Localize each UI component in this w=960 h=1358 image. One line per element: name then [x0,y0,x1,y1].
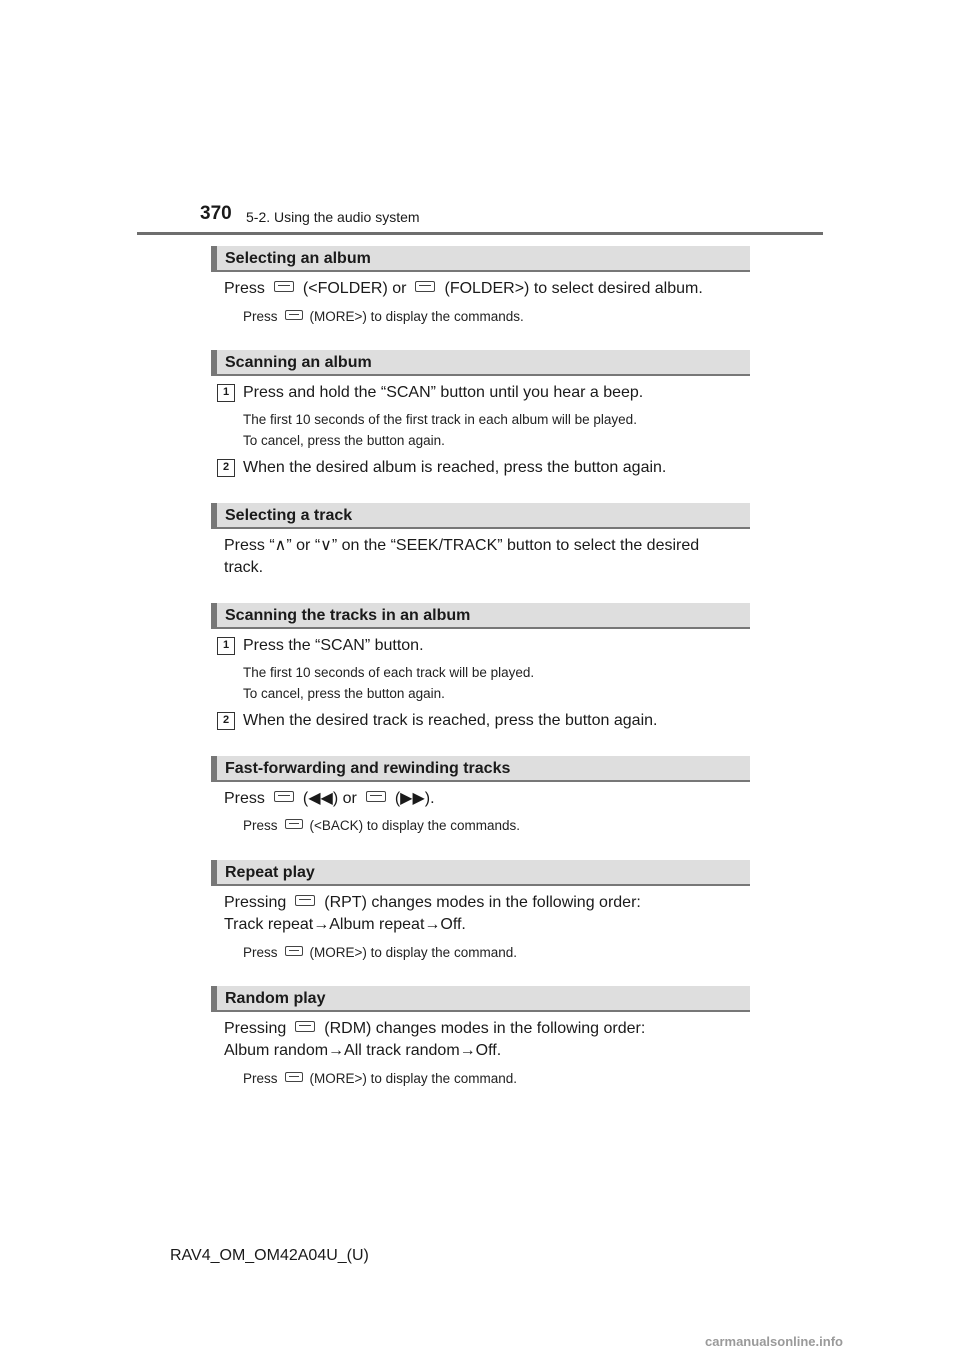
section-header-repeat-play: Repeat play [211,860,750,886]
scan-album-step-1: Press and hold the “SCAN” button until you hear a beep. [243,384,644,401]
random-note: Press (MORE>) to display the command. [243,1071,517,1086]
button-icon [285,310,303,320]
step-number-icon: 2 [217,459,235,477]
album-note: Press (MORE>) to display the commands. [243,309,524,324]
step-number-icon: 1 [217,384,235,402]
scan-album-note-1: The first 10 seconds of the first track in each album will be played. [243,412,637,427]
section-header-random-play: Random play [211,986,750,1012]
page-number: 370 [200,203,232,224]
track-instruction-line-1: Press “∧” or “∨” on the “SEEK/TRACK” button to select the desired [224,537,700,554]
button-icon [295,1021,315,1032]
album-instruction: Press (<FOLDER) or (FOLDER>) to select desired album. [224,280,703,297]
section-header-fast-forward: Fast-forwarding and rewinding tracks [211,756,750,782]
document-id: RAV4_OM_OM42A04U_(U) [170,1247,369,1264]
scan-album-step-2: When the desired album is reached, press the button again. [243,459,667,476]
ffrew-note: Press (<BACK) to display the commands. [243,818,520,833]
button-icon [415,281,435,292]
header-divider [137,232,823,235]
button-icon [295,895,315,906]
scan-tracks-note-2: To cancel, press the button again. [243,686,445,701]
random-order: Album random→All track random→Off. [224,1042,502,1059]
repeat-note: Press (MORE>) to display the command. [243,945,517,960]
random-instruction: Pressing (RDM) changes modes in the following order: [224,1020,646,1037]
step-number-icon: 2 [217,712,235,730]
section-header-scanning-album: Scanning an album [211,350,750,376]
section-header-selecting-album: Selecting an album [211,246,750,272]
button-icon [285,1072,303,1082]
repeat-order: Track repeat→Album repeat→Off. [224,916,466,933]
button-icon [274,281,294,292]
step-number-icon: 1 [217,637,235,655]
ffrew-instruction: Press (◀◀) or (▶▶). [224,790,435,807]
scan-tracks-step-2: When the desired track is reached, press the button again. [243,712,658,729]
button-icon [274,791,294,802]
section-header-selecting-track: Selecting a track [211,503,750,529]
repeat-instruction: Pressing (RPT) changes modes in the following order: [224,894,641,911]
button-icon [285,946,303,956]
button-icon [366,791,386,802]
button-icon [285,819,303,829]
section-header-scanning-tracks: Scanning the tracks in an album [211,603,750,629]
scan-tracks-step-1: Press the “SCAN” button. [243,637,424,654]
chapter-title: 5-2. Using the audio system [246,209,420,225]
track-instruction-line-2: track. [224,559,264,576]
scan-album-note-2: To cancel, press the button again. [243,433,445,448]
watermark: carmanualsonline.info [705,1334,843,1349]
scan-tracks-note-1: The first 10 seconds of each track will be played. [243,665,535,680]
